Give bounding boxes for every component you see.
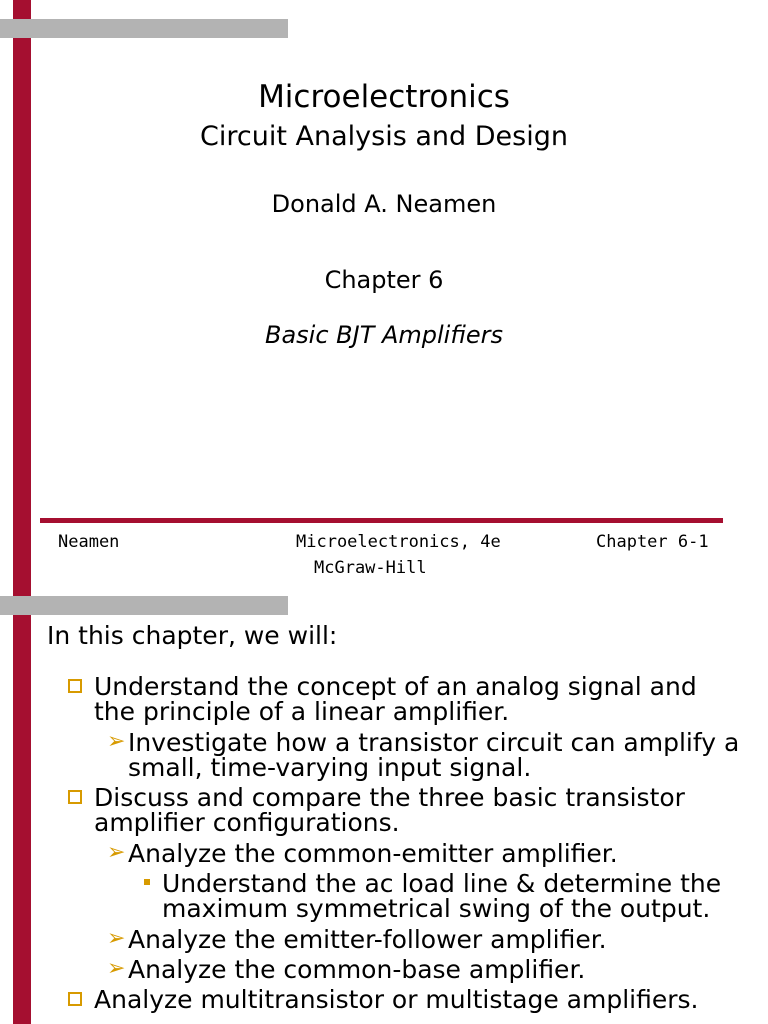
list-item: Investigate how a transistor circuit can amplify a: [128, 728, 740, 757]
list-item: Analyze multitransistor or multistage amplifiers.: [94, 985, 699, 1014]
left-accent-bar: [13, 0, 31, 1024]
footer-publisher: McGraw-Hill: [314, 558, 427, 578]
list-item-cont: maximum symmetrical swing of the output.: [162, 894, 711, 923]
square-bullet-icon: [68, 679, 82, 693]
arrow-bullet-icon: ➢: [107, 956, 126, 981]
chapter-title: Basic BJT Amplifiers: [264, 321, 503, 349]
top-gray-bar: [0, 19, 288, 38]
slide2-gray-bar: [0, 596, 288, 615]
small-square-bullet-icon: [144, 879, 150, 885]
footer-rule: [40, 518, 723, 523]
chapter-number: Chapter 6: [324, 266, 444, 294]
slide2-heading: In this chapter, we will:: [47, 621, 338, 650]
list-item: Understand the concept of an analog signal and: [94, 672, 697, 701]
arrow-bullet-icon: ➢: [107, 926, 126, 951]
slide-subtitle: Circuit Analysis and Design: [200, 121, 568, 152]
list-item-cont: the principle of a linear amplifier.: [94, 697, 510, 726]
arrow-bullet-icon: ➢: [107, 729, 126, 754]
footer-author: Neamen: [58, 532, 120, 552]
author-name: Donald A. Neamen: [271, 190, 497, 218]
footer-page: Chapter 6-1: [596, 532, 709, 552]
list-item: Analyze the common-emitter amplifier.: [128, 839, 618, 868]
list-item: Discuss and compare the three basic transistor: [94, 783, 685, 812]
slide-title: Microelectronics: [258, 79, 510, 115]
footer-book: Microelectronics, 4e: [296, 532, 501, 552]
square-bullet-icon: [68, 992, 82, 1006]
square-bullet-icon: [68, 790, 82, 804]
arrow-bullet-icon: ➢: [107, 840, 126, 865]
list-item-cont: amplifier configurations.: [94, 808, 400, 837]
list-item-cont: small, time-varying input signal.: [128, 753, 532, 782]
list-item: Analyze the common-base amplifier.: [128, 955, 586, 984]
list-item: Understand the ac load line & determine the: [162, 869, 722, 898]
list-item: Analyze the emitter-follower amplifier.: [128, 925, 607, 954]
